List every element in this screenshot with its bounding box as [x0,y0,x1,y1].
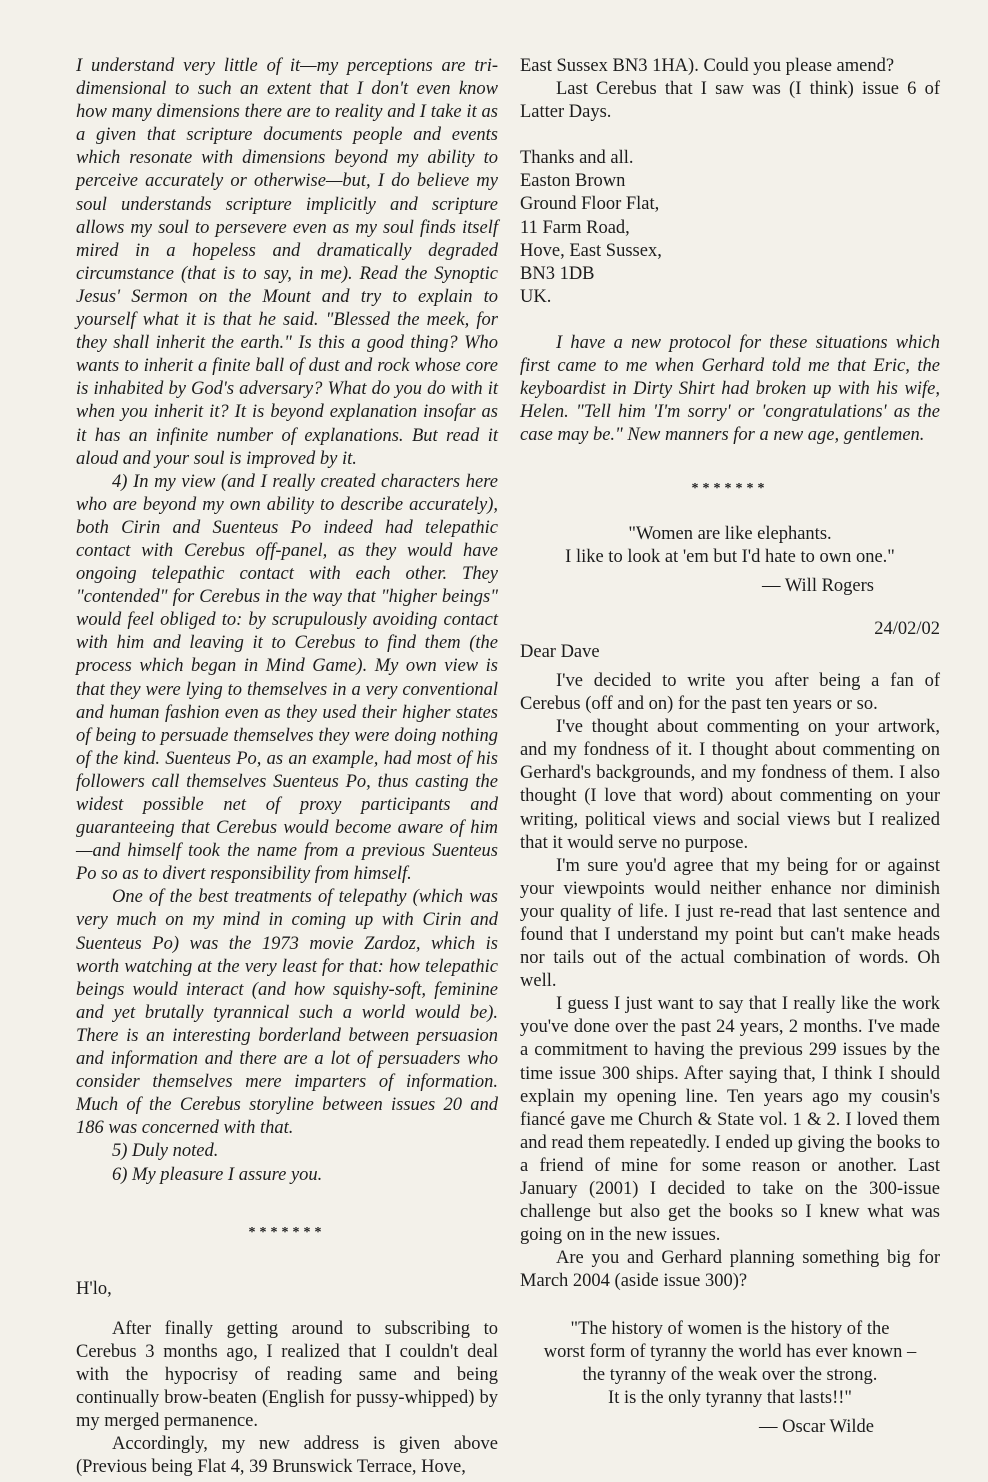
signoff-line: Easton Brown [520,171,626,192]
section-divider: ******* [691,481,769,497]
quote-attribution: — Oscar Wilde [758,1416,874,1437]
letter-paragraph-last-cerebus: Last Cerebus that I saw was (I think) issue 6 of Latter Days. [520,79,940,123]
signoff-line: Ground Floor Flat, [520,194,660,215]
signoff-line: 11 Farm Road, [520,217,630,238]
letter-paragraph-address: Accordingly, my new address is given above (Previous being Flat 4, 39 Brunswick Terrace, Hove, [76,1434,498,1478]
reply-paragraph-point-4: 4) In my view (and I really created characters here who are beyond my own ability to describe accurately), both Cirin and Suenteus Po indeed had telepathic contact with Cerebus off-panel, as they would have ongoing telepathic contact with each other. They "contended" for Cerebus in the way that "higher beings" would feel obliged to: by scrupulously avoiding contact with him and leaving it to Cerebus to find them (the process which began in Mind Game). My own view is that they were lying to themselves in a very conventional and human fashion even as they used their higher states of being to persuade themselves they were doing nothing of the kind. Suenteus Po, as an example, had most of his followers call themselves Suenteus Po, thus casting the widest possible net of proxy participants and guaranteeing that Cerebus would become aware of him—and himself took the name from a previous Suenteus Po so as to divert responsibility from himself. [76,471,498,885]
quote-line: "The history of women is the history of the [570,1318,890,1339]
signoff-line: UK. [520,286,552,307]
letter-paragraph-subscribing: After finally getting around to subscribing to Cerebus 3 months ago, I realized that I couldn't deal with the hypocrisy of reading same and being continually brow-beaten (English for pussy-whipped) by my merged permanence. [76,1318,498,1432]
letter-paragraph-amend: East Sussex BN3 1HA). Could you please amend? [520,56,895,76]
letter-paragraph-fan: I've decided to write you after being a fan of Cerebus (off and on) for the past ten years or so. [520,670,940,715]
quote-attribution: — Will Rogers [762,575,874,596]
section-divider: ******* [248,1224,326,1240]
signoff-line: BN3 1DB [520,263,595,284]
letter-paragraph-work: I guess I just want to say that I really like the work you've done over the past 24 years, 2 months. I've made a commitment to having the previous 299 issues by the time issue 300 ships. After saying that, I think I should explain my opening line. Ten years ago my cousin's fiancé gave me Church & State vol. 1 & 2. I loved them and read them repeatedly. I ended up giving the books to a friend of mine for some reason or another. Last January (2001) I decided to take on the 300-issue challenge but also get the books so I knew what was going on in the new issues. [520,994,940,1246]
signoff-line: Hove, East Sussex, [520,240,662,261]
quote-line: the tyranny of the weak over the strong. [582,1364,878,1385]
right-column [520,55,940,1439]
letter-salutation: Dear Dave [520,641,600,662]
left-column [76,55,498,1479]
quote-line: I like to look at 'em but I'd hate to own one." [565,546,895,567]
quote-line: "Women are like elephants. [628,523,832,544]
letter-paragraph-commenting: I've thought about commenting on your artwork, and my fondness of it. I thought about commenting on Gerhard's backgrounds, and my fondness of them. I also thought (I love that word) about commenting on your writing, political views and social views but I realized that it would serve no purpose. [520,717,940,853]
reply-point-5: 5) Duly noted. [112,1141,219,1162]
letter-date: 24/02/02 [874,618,940,639]
letter-paragraph-march-2004: Are you and Gerhard planning something big for March 2004 (aside issue 300)? [520,1248,940,1292]
quote-line: worst form of tyranny the world has ever known – [543,1341,917,1362]
signoff-line: Thanks and all. [520,148,634,169]
reply-paragraph-telepathy: One of the best treatments of telepathy (which was very much on my mind in coming up with Cirin and Suenteus Po) was the 1973 movie Zardoz, which is worth watching at the very least for that: how telepathic beings would interact (and how squishy-soft, feminine and yet brutally tyrannical such a world would be). There is an interesting borderland between persuasion and information and there are a lot of persuaders who consider themselves mere imparters of information. Much of the Cerebus storyline between issues 20 and 186 was concerned with that. [76,887,498,1139]
reply-paragraph-scripture: I understand very little of it—my perceptions are tri-dimensional to such an extent that I don't even know how many dimensions there are to reality and I take it as a given that scripture documents people and events which resonate with dimensions beyond my ability to perceive accurately or otherwise—but, I do believe my soul understands scripture implicitly and scripture allows my soul to persevere even as my soul finds itself mired in a hopeless and dramatically degraded circumstance (that is to say, in me). Read the Synoptic Jesus' Sermon on the Mount and try to explain to yourself what it is that he said. "Blessed the meek, for they shall inherit the earth." Is this a good thing? Who wants to inherit a finite ball of dust and rock whose core is inhabited by God's adversary? What do you do with it when you inherit it? It is beyond explanation insofar as it has an infinite number of explanations. But read it aloud and your soul is improved by it. [76,56,498,469]
letter-signoff [520,147,940,309]
letter-greeting: H'lo, [76,1278,112,1299]
reply-point-6: 6) My pleasure I assure you. [112,1164,323,1185]
editor-reply-protocol: I have a new protocol for these situations which first came to me when Gerhard told me that Eric, the keyboardist in Dirty Shirt had broken up with his wife, Helen. "Tell him 'I'm sorry' or 'congratulations' as the case may be." New manners for a new age, gentlemen. [520,332,940,446]
letter-paragraph-viewpoints: I'm sure you'd agree that my being for or against your viewpoints would neither enhance nor diminish your quality of life. I just re-read that last sentence and found that I understand my point but can't make heads nor tails out of the actual combination of words. Oh well. [520,855,940,992]
quote-line: It is the only tyranny that lasts!!" [608,1387,852,1408]
